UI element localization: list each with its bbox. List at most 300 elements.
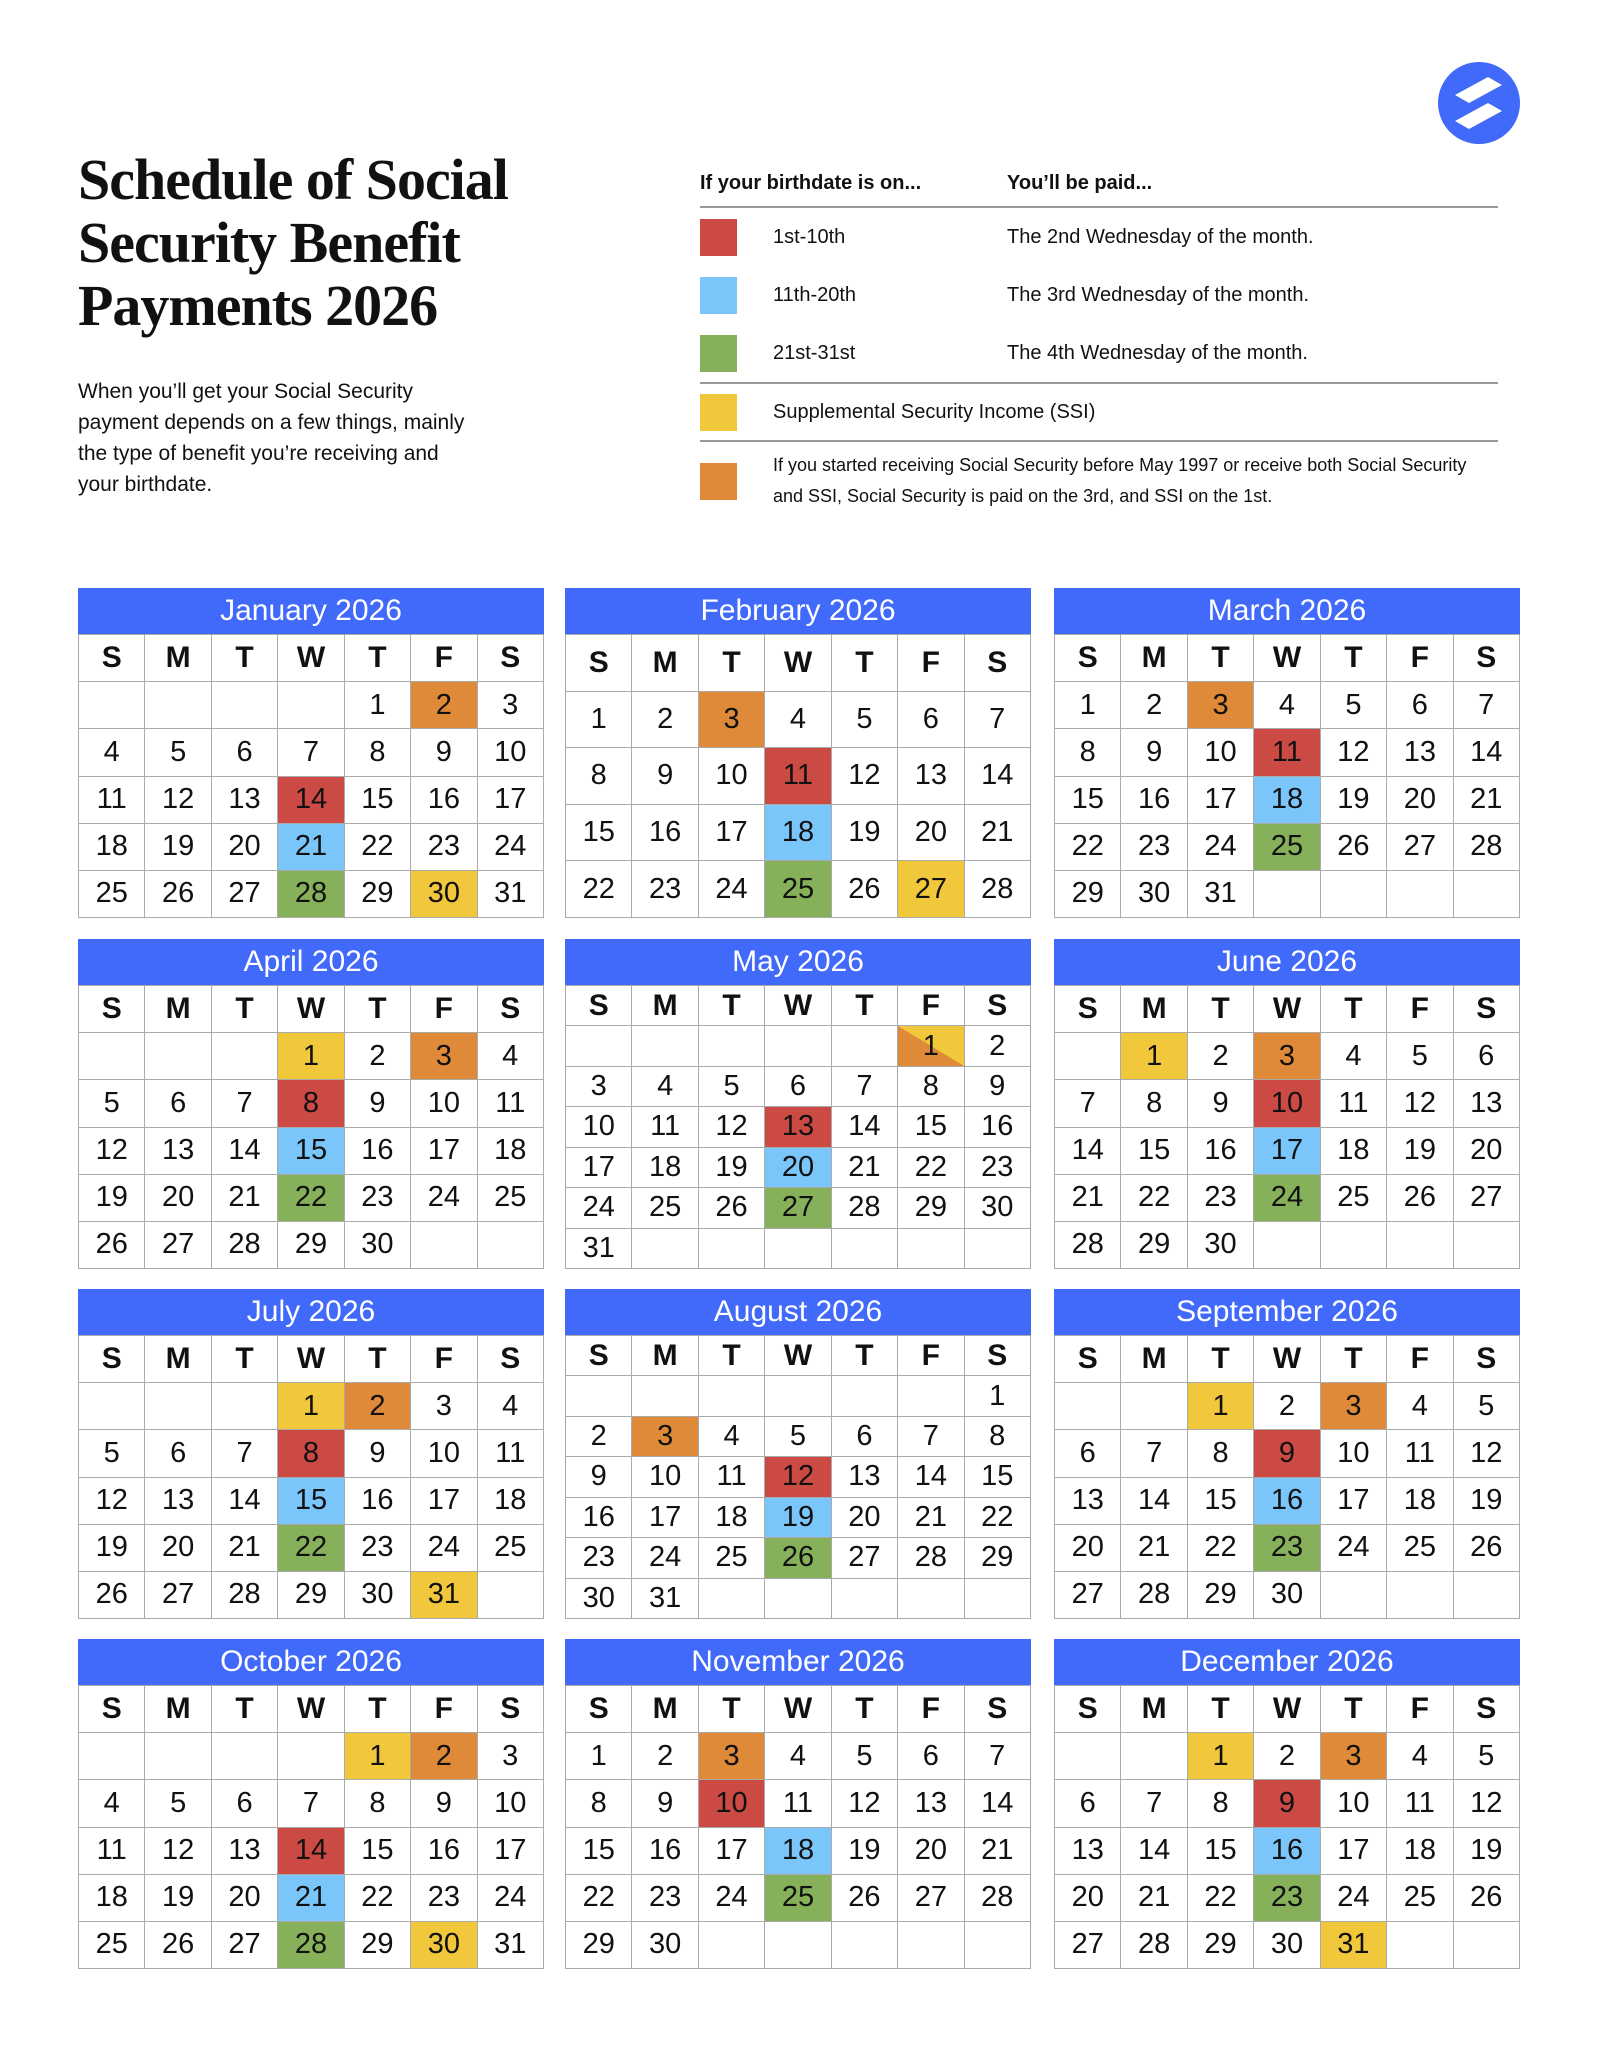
day-cell: 23 <box>1188 1175 1254 1222</box>
day-cell: 6 <box>145 1080 211 1127</box>
legend-row-yellow <box>700 382 1498 440</box>
day-cell: 7 <box>278 1780 344 1827</box>
day-cell: 26 <box>145 871 211 918</box>
weekday-label: F <box>411 986 477 1033</box>
day-cell: 5 <box>79 1430 145 1477</box>
weekday-row <box>1055 986 1520 1033</box>
day-cell: 14 <box>212 1128 278 1175</box>
day-cell: 19 <box>832 1828 898 1875</box>
day-cell-yellow: 1 <box>1121 1033 1187 1080</box>
week-row <box>1055 1922 1520 1969</box>
empty-cell <box>699 1229 765 1269</box>
week-row <box>566 1875 1031 1922</box>
day-cell: 23 <box>566 1538 632 1578</box>
day-cell: 5 <box>699 1067 765 1107</box>
empty-cell <box>79 1033 145 1080</box>
day-cell-yellow: 1 <box>278 1383 344 1430</box>
week-row <box>1055 1383 1520 1430</box>
day-cell: 19 <box>145 1875 211 1922</box>
day-cell: 8 <box>965 1417 1031 1457</box>
week-row <box>79 1478 544 1525</box>
day-cell: 12 <box>1454 1430 1520 1477</box>
empty-cell <box>278 1733 344 1780</box>
day-cell: 18 <box>1387 1828 1453 1875</box>
weekday-label: F <box>411 1686 477 1733</box>
day-cell-orange: 3 <box>699 692 765 749</box>
day-cell: 17 <box>699 805 765 862</box>
weekday-label: S <box>478 635 544 682</box>
weekday-label: S <box>1055 1336 1121 1383</box>
day-cell: 20 <box>145 1525 211 1572</box>
day-cell-orange: 3 <box>699 1733 765 1780</box>
day-cell: 26 <box>832 1875 898 1922</box>
day-cell: 23 <box>632 861 698 918</box>
day-cell: 2 <box>1188 1033 1254 1080</box>
day-cell: 6 <box>898 1733 964 1780</box>
day-cell: 29 <box>345 871 411 918</box>
day-cell-green: 26 <box>765 1538 831 1578</box>
day-cell: 21 <box>965 805 1031 862</box>
day-cell-blue: 19 <box>765 1498 831 1538</box>
weekday-label: F <box>1387 986 1453 1033</box>
day-cell: 7 <box>278 729 344 776</box>
day-cell: 4 <box>699 1417 765 1457</box>
day-cell: 13 <box>1055 1828 1121 1875</box>
weekday-label: M <box>145 635 211 682</box>
weekday-label: S <box>566 986 632 1026</box>
day-cell: 14 <box>1121 1828 1187 1875</box>
weekday-label: T <box>832 1686 898 1733</box>
day-cell: 5 <box>1454 1733 1520 1780</box>
empty-cell <box>832 1026 898 1066</box>
week-row <box>79 1033 544 1080</box>
day-cell: 27 <box>212 1922 278 1969</box>
day-cell: 30 <box>345 1222 411 1269</box>
day-cell: 11 <box>79 1828 145 1875</box>
day-cell: 25 <box>1387 1875 1453 1922</box>
day-cell: 30 <box>632 1922 698 1969</box>
day-cell-green: 22 <box>278 1525 344 1572</box>
day-cell: 25 <box>79 1922 145 1969</box>
day-cell: 29 <box>345 1922 411 1969</box>
month-calendar <box>565 1289 1031 1619</box>
weekday-label: S <box>79 635 145 682</box>
day-cell: 17 <box>566 1148 632 1188</box>
day-cell-blue: 16 <box>1254 1478 1320 1525</box>
day-cell-yellow: 1 <box>1188 1733 1254 1780</box>
day-cell: 25 <box>1321 1175 1387 1222</box>
weekday-row <box>79 1686 544 1733</box>
day-cell: 15 <box>1121 1128 1187 1175</box>
day-cell: 23 <box>632 1875 698 1922</box>
empty-cell <box>212 1033 278 1080</box>
month-grid <box>78 1335 544 1619</box>
week-row <box>79 1383 544 1430</box>
day-cell: 12 <box>145 1828 211 1875</box>
day-cell: 16 <box>965 1107 1031 1147</box>
day-cell: 28 <box>832 1188 898 1228</box>
day-cell: 23 <box>411 824 477 871</box>
day-cell: 13 <box>212 1828 278 1875</box>
weekday-label: T <box>345 635 411 682</box>
day-cell-orange: 2 <box>345 1383 411 1430</box>
week-row <box>1055 729 1520 776</box>
day-cell: 2 <box>632 1733 698 1780</box>
day-cell: 29 <box>1188 1922 1254 1969</box>
weekday-label: T <box>1188 986 1254 1033</box>
weekday-label: W <box>278 986 344 1033</box>
week-row <box>1055 1828 1520 1875</box>
week-row <box>79 1875 544 1922</box>
day-cell-red: 8 <box>278 1430 344 1477</box>
month-title: June 2026 <box>1054 939 1520 985</box>
day-cell: 13 <box>898 1780 964 1827</box>
month-grid <box>565 985 1031 1269</box>
day-cell: 18 <box>478 1478 544 1525</box>
day-cell-green: 23 <box>1254 1875 1320 1922</box>
day-cell: 21 <box>1454 777 1520 824</box>
day-cell: 18 <box>1321 1128 1387 1175</box>
weekday-label: F <box>898 1336 964 1376</box>
day-cell: 11 <box>632 1107 698 1147</box>
weekday-label: W <box>765 1336 831 1376</box>
month-title: October 2026 <box>78 1639 544 1685</box>
day-cell: 17 <box>1321 1828 1387 1875</box>
day-cell: 9 <box>632 1780 698 1827</box>
day-cell-blue: 20 <box>765 1148 831 1188</box>
empty-cell <box>632 1376 698 1416</box>
day-cell: 5 <box>1454 1383 1520 1430</box>
day-cell: 24 <box>1188 824 1254 871</box>
legend-range: 21st-31st <box>773 341 856 364</box>
weekday-label: T <box>212 1686 278 1733</box>
empty-cell <box>1387 1572 1453 1619</box>
week-row <box>1055 1572 1520 1619</box>
day-cell: 22 <box>1055 824 1121 871</box>
day-cell: 30 <box>965 1188 1031 1228</box>
day-cell: 15 <box>566 1828 632 1875</box>
day-cell: 5 <box>832 1733 898 1780</box>
week-row <box>1055 871 1520 918</box>
day-cell-red: 14 <box>278 777 344 824</box>
day-cell-yellow: 1 <box>345 1733 411 1780</box>
day-cell: 21 <box>212 1175 278 1222</box>
month-calendar <box>1054 588 1520 918</box>
day-cell-yellow: 30 <box>411 871 477 918</box>
week-row <box>79 777 544 824</box>
day-cell: 3 <box>478 1733 544 1780</box>
day-cell: 7 <box>212 1430 278 1477</box>
day-cell: 6 <box>1055 1780 1121 1827</box>
day-cell: 14 <box>832 1107 898 1147</box>
weekday-row <box>79 1336 544 1383</box>
day-cell: 15 <box>345 1828 411 1875</box>
day-cell: 9 <box>345 1080 411 1127</box>
day-cell: 30 <box>1254 1922 1320 1969</box>
day-cell: 16 <box>411 777 477 824</box>
empty-cell <box>145 682 211 729</box>
day-cell: 14 <box>212 1478 278 1525</box>
day-cell: 25 <box>699 1538 765 1578</box>
month-calendar <box>78 588 544 918</box>
empty-cell <box>79 1383 145 1430</box>
month-grid <box>1054 985 1520 1269</box>
day-cell: 2 <box>566 1417 632 1457</box>
week-row <box>566 1457 1031 1497</box>
day-cell: 6 <box>212 729 278 776</box>
day-cell-blue: 15 <box>278 1478 344 1525</box>
week-row <box>79 824 544 871</box>
day-cell: 22 <box>898 1148 964 1188</box>
day-cell: 11 <box>478 1080 544 1127</box>
day-cell: 10 <box>411 1080 477 1127</box>
day-cell: 19 <box>1454 1828 1520 1875</box>
month-title: January 2026 <box>78 588 544 634</box>
day-cell: 10 <box>411 1430 477 1477</box>
weekday-row <box>1055 1336 1520 1383</box>
weekday-label: M <box>632 986 698 1026</box>
day-cell: 25 <box>478 1525 544 1572</box>
day-cell-red: 13 <box>765 1107 831 1147</box>
empty-cell <box>278 682 344 729</box>
day-cell: 22 <box>965 1498 1031 1538</box>
day-cell: 9 <box>1188 1080 1254 1127</box>
day-cell: 28 <box>212 1572 278 1619</box>
day-cell: 18 <box>478 1128 544 1175</box>
day-cell: 17 <box>1188 777 1254 824</box>
empty-cell <box>212 1733 278 1780</box>
day-cell-yellow: 1 <box>278 1033 344 1080</box>
day-cell: 20 <box>832 1498 898 1538</box>
weekday-label: W <box>278 1336 344 1383</box>
week-row <box>566 1376 1031 1416</box>
week-row <box>566 1148 1031 1188</box>
weekday-label: M <box>632 1686 698 1733</box>
empty-cell <box>1254 871 1320 918</box>
empty-cell <box>699 1579 765 1619</box>
weekday-label: F <box>411 1336 477 1383</box>
day-cell-green: 28 <box>278 1922 344 1969</box>
weekday-label: M <box>1121 986 1187 1033</box>
month-grid <box>78 985 544 1269</box>
empty-cell <box>145 1033 211 1080</box>
day-cell: 15 <box>566 805 632 862</box>
weekday-label: S <box>79 1336 145 1383</box>
day-cell: 26 <box>699 1188 765 1228</box>
day-cell: 18 <box>632 1148 698 1188</box>
empty-cell <box>1121 1383 1187 1430</box>
day-cell: 19 <box>145 824 211 871</box>
day-cell: 3 <box>411 1383 477 1430</box>
empty-cell <box>632 1229 698 1269</box>
day-cell: 15 <box>1188 1828 1254 1875</box>
day-cell-blue: 15 <box>278 1128 344 1175</box>
day-cell: 11 <box>765 1780 831 1827</box>
weekday-row <box>79 986 544 1033</box>
day-cell: 8 <box>345 1780 411 1827</box>
day-cell: 19 <box>699 1148 765 1188</box>
day-cell: 4 <box>478 1383 544 1430</box>
legend-swatch-green <box>700 335 737 372</box>
week-row <box>79 1828 544 1875</box>
day-cell: 20 <box>212 824 278 871</box>
day-cell: 24 <box>411 1175 477 1222</box>
day-cell: 20 <box>1055 1525 1121 1572</box>
empty-cell <box>1321 1572 1387 1619</box>
weekday-label: T <box>1188 635 1254 682</box>
empty-cell <box>765 1229 831 1269</box>
day-cell: 4 <box>765 692 831 749</box>
day-cell: 15 <box>898 1107 964 1147</box>
day-cell: 7 <box>832 1067 898 1107</box>
day-cell: 17 <box>478 1828 544 1875</box>
day-cell: 19 <box>79 1525 145 1572</box>
weekday-label: M <box>1121 1686 1187 1733</box>
day-cell: 19 <box>1387 1128 1453 1175</box>
day-cell: 28 <box>965 1875 1031 1922</box>
empty-cell <box>566 1026 632 1066</box>
day-cell: 7 <box>1121 1430 1187 1477</box>
day-cell: 24 <box>566 1188 632 1228</box>
day-cell: 12 <box>79 1478 145 1525</box>
day-cell: 27 <box>1055 1572 1121 1619</box>
legend-row-green <box>700 324 1498 382</box>
day-cell: 21 <box>832 1148 898 1188</box>
day-cell-orange: 3 <box>632 1417 698 1457</box>
empty-cell <box>765 1376 831 1416</box>
empty-cell <box>566 1376 632 1416</box>
weekday-label: S <box>965 1336 1031 1376</box>
day-cell: 20 <box>212 1875 278 1922</box>
day-cell: 9 <box>566 1457 632 1497</box>
day-cell: 17 <box>632 1498 698 1538</box>
week-row <box>566 692 1031 749</box>
day-cell: 30 <box>345 1572 411 1619</box>
day-cell: 13 <box>1055 1478 1121 1525</box>
week-row <box>566 1229 1031 1269</box>
day-cell: 26 <box>1454 1525 1520 1572</box>
day-cell: 20 <box>145 1175 211 1222</box>
day-cell: 5 <box>145 1780 211 1827</box>
day-cell: 26 <box>1387 1175 1453 1222</box>
day-cell: 29 <box>1121 1222 1187 1269</box>
day-cell: 20 <box>1055 1875 1121 1922</box>
day-cell: 16 <box>632 1828 698 1875</box>
week-row <box>566 1067 1031 1107</box>
day-cell: 14 <box>1454 729 1520 776</box>
month-grid <box>78 1685 544 1969</box>
weekday-label: S <box>566 1686 632 1733</box>
week-row <box>1055 1175 1520 1222</box>
weekday-label: F <box>898 1686 964 1733</box>
month-grid <box>1054 634 1520 918</box>
day-cell: 24 <box>632 1538 698 1578</box>
weekday-label: T <box>699 986 765 1026</box>
weekday-label: T <box>345 1686 411 1733</box>
week-row <box>1055 1033 1520 1080</box>
empty-cell <box>898 1229 964 1269</box>
empty-cell <box>699 1376 765 1416</box>
day-cell: 2 <box>1254 1383 1320 1430</box>
day-cell-blue: 18 <box>765 805 831 862</box>
weekday-label: T <box>699 1336 765 1376</box>
day-cell-green: 25 <box>1254 824 1320 871</box>
day-cell-orange: 2 <box>411 1733 477 1780</box>
day-cell: 10 <box>566 1107 632 1147</box>
weekday-label: W <box>278 635 344 682</box>
day-cell: 7 <box>965 692 1031 749</box>
day-cell: 8 <box>566 748 632 805</box>
empty-cell <box>1387 871 1453 918</box>
month-title: November 2026 <box>565 1639 1031 1685</box>
empty-cell <box>145 1733 211 1780</box>
empty-cell <box>765 1579 831 1619</box>
empty-cell <box>411 1222 477 1269</box>
day-cell-blue: 18 <box>765 1828 831 1875</box>
weekday-label: W <box>278 1686 344 1733</box>
day-cell-red: 11 <box>1254 729 1320 776</box>
day-cell: 8 <box>1188 1430 1254 1477</box>
day-cell-orange: 3 <box>1321 1383 1387 1430</box>
day-cell: 8 <box>566 1780 632 1827</box>
legend-row-red <box>700 208 1498 266</box>
week-row <box>566 1828 1031 1875</box>
day-cell: 11 <box>699 1457 765 1497</box>
day-cell: 21 <box>1055 1175 1121 1222</box>
empty-cell <box>1454 1922 1520 1969</box>
day-cell: 14 <box>965 1780 1031 1827</box>
intro-text: When you’ll get your Social Security payment depends on a few things, mainly the type of benefit you’re receiving and your birthdate. <box>78 380 465 496</box>
weekday-row <box>566 1336 1031 1376</box>
day-cell: 23 <box>345 1175 411 1222</box>
week-row <box>1055 1430 1520 1477</box>
day-cell: 7 <box>212 1080 278 1127</box>
day-cell: 15 <box>965 1457 1031 1497</box>
legend-text: The 4th Wednesday of the month. <box>1007 341 1308 364</box>
weekday-label: T <box>1321 1686 1387 1733</box>
empty-cell <box>1387 1922 1453 1969</box>
day-cell: 21 <box>1121 1875 1187 1922</box>
weekday-label: M <box>1121 1336 1187 1383</box>
weekday-label: T <box>699 1686 765 1733</box>
day-cell: 23 <box>411 1875 477 1922</box>
empty-cell <box>898 1376 964 1416</box>
month-calendar <box>565 588 1031 918</box>
week-row <box>1055 777 1520 824</box>
month-calendar <box>78 939 544 1269</box>
legend-text: Supplemental Security Income (SSI) <box>773 400 1096 423</box>
day-cell: 26 <box>1321 824 1387 871</box>
week-row <box>566 1188 1031 1228</box>
day-cell-red: 14 <box>278 1828 344 1875</box>
empty-cell <box>832 1579 898 1619</box>
day-cell: 6 <box>212 1780 278 1827</box>
weekday-label: S <box>1055 635 1121 682</box>
empty-cell <box>965 1229 1031 1269</box>
weekday-label: T <box>345 1336 411 1383</box>
weekday-label: T <box>345 986 411 1033</box>
weekday-label: W <box>1254 986 1320 1033</box>
legend-header <box>700 160 1498 208</box>
day-cell: 6 <box>832 1417 898 1457</box>
day-cell: 1 <box>566 692 632 749</box>
day-cell: 16 <box>345 1478 411 1525</box>
day-cell: 28 <box>1121 1572 1187 1619</box>
day-cell: 8 <box>1055 729 1121 776</box>
day-cell: 18 <box>79 824 145 871</box>
month-calendar <box>565 939 1031 1269</box>
day-cell: 17 <box>1321 1478 1387 1525</box>
